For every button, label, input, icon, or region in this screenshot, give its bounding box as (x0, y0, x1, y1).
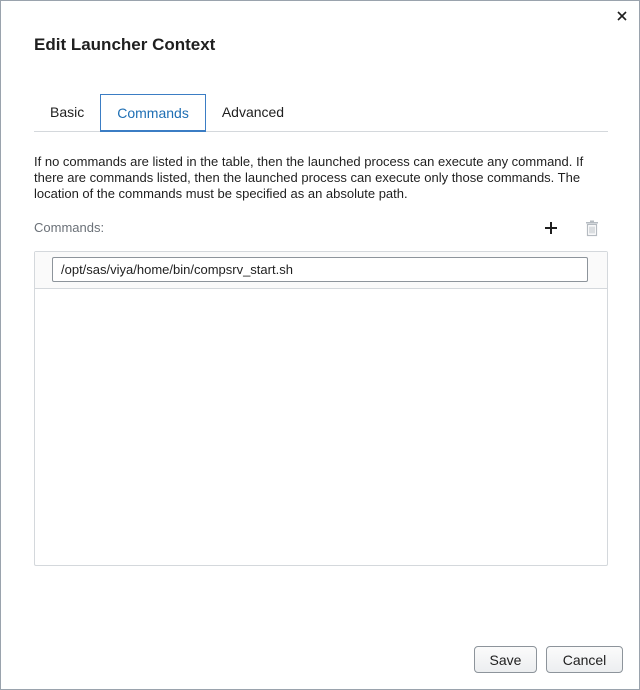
add-command-button[interactable] (542, 219, 560, 237)
close-icon (617, 11, 627, 21)
close-button[interactable] (613, 7, 631, 25)
tab-commands[interactable]: Commands (100, 94, 206, 132)
delete-command-button[interactable] (583, 219, 601, 237)
plus-icon (542, 219, 560, 237)
tab-bar (34, 94, 608, 132)
commands-label: Commands: (34, 220, 105, 235)
tab-advanced[interactable]: Advanced (221, 104, 285, 120)
dialog-title: Edit Launcher Context (34, 35, 216, 54)
commands-description: If no commands are listed in the table, then the launched process can execute any command. If there are commands listed, then the launched process can execute only those commands. The location of the commands must be specified as an absolute path. (34, 154, 584, 201)
command-path-input[interactable] (52, 257, 588, 282)
commands-table (34, 251, 608, 566)
table-row[interactable] (35, 252, 607, 289)
trash-icon (583, 219, 601, 237)
tab-basic[interactable]: Basic (50, 104, 85, 120)
save-button[interactable]: Save (474, 646, 537, 673)
cancel-button[interactable]: Cancel (546, 646, 623, 673)
